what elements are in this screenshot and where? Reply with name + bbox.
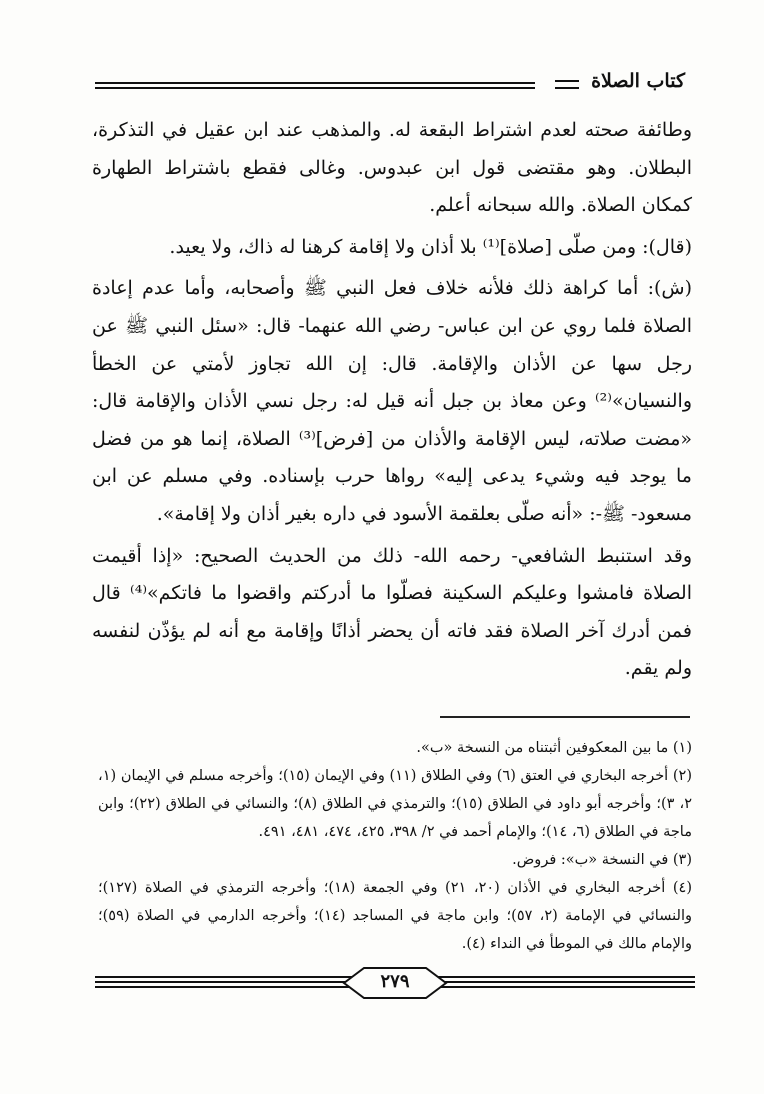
footnote: (٣) في النسخة «ب»: فروض. bbox=[512, 852, 692, 868]
header-rule bbox=[95, 82, 535, 89]
footnote: (١) ما بين المعكوفين أثبتناه من النسخة «ب». bbox=[416, 740, 692, 756]
paragraph: وقد استنبط الشافعي- رحمه الله- ذلك من الحديث الصحيح: «إذا أقيمت الصلاة فامشوا وعليكم السكينة فصلّوا ما أدركتم واقضوا ما فاتكم»⁽⁴⁾ قال فمن أدرك آخر الصلاة فقد فاته أن يحضر أذانًا وإقامة مع أنه لم يؤذّن لنفسه ولم يقم. bbox=[92, 544, 692, 680]
footnotes bbox=[98, 734, 692, 958]
paragraph: (قال): ومن صلّى [صلاة]⁽¹⁾ بلا أذان ولا إقامة كرهنا له ذاك، ولا يعيد. bbox=[169, 235, 692, 258]
page-number: ٢٧٩ bbox=[380, 971, 410, 992]
footnote: (٢) أخرجه البخاري في العتق (٦) وفي الطلاق (١١) وفي الإيمان (١٥)؛ وأخرجه مسلم في الإيمان (١، ٢، ٣)؛ وأخرجه أبو داود في الطلاق (١٥)؛ والترمذي في الطلاق (٨)؛ والنسائي في الطلاق (٢٢)؛ وابن ماجة في الطلاق (٦، ١٤)؛ والإمام أحمد في ٢/ ٣٩٨، ٤٢٥، ٤٧٤، ٤٨١، ٤٩١. bbox=[98, 768, 693, 840]
paragraph: (ش): أما كراهة ذلك فلأنه خلاف فعل النبي ﷺ وأصحابه، وأما عدم إعادة الصلاة فلما روي عن ابن عباس- رضي الله عنهما- قال: «سئل النبي ﷺ عن رجل سها عن الأذان والإقامة. قال: إن الله تجاوز لأمتي عن الخطأ والنسيان»⁽²⁾ وعن معاذ بن جبل أنه قيل له: رجل نسي الأذان والإقامة قال: «مضت صلاته، ليس الإقامة والأذان من [فرض]⁽³⁾ الصلاة، إنما هو من فضل ما يوجد فيه وشيء يدعى إليه» رواها حرب بإسناده. وفي مسلم عن ابن مسعود- ﷺ-: «أنه صلّى بعلقمة الأسود في داره بغير أذان ولا إقامة». bbox=[92, 277, 692, 525]
paragraph: وطائفة صحته لعدم اشتراط البقعة له. والمذهب عند ابن عقيل في التذكرة، البطلان. وهو مقتضى قول ابن عبدوس. وغالى فقطع باشتراط الطهارة كمكان الصلاة. والله سبحانه أعلم. bbox=[92, 119, 692, 217]
running-header bbox=[95, 70, 685, 100]
page-footer bbox=[95, 966, 695, 1006]
header-dash-ornament bbox=[555, 80, 579, 89]
chapter-title: كتاب الصلاة bbox=[591, 70, 685, 92]
footnote: (٤) أخرجه البخاري في الأذان (٢٠، ٢١) وفي الجمعة (١٨)؛ وأخرجه الترمذي في الصلاة (١٢٧)؛ والنسائي في الإمامة (٢، ٥٧)؛ وابن ماجة في المساجد (١٤)؛ وأخرجه الدارمي في الصلاة (٥٩)؛ والإمام مالك في الموطأ في النداء (٤). bbox=[98, 880, 692, 952]
page-number-badge bbox=[330, 966, 460, 1000]
footnote-separator bbox=[440, 716, 690, 718]
main-text bbox=[92, 112, 692, 688]
